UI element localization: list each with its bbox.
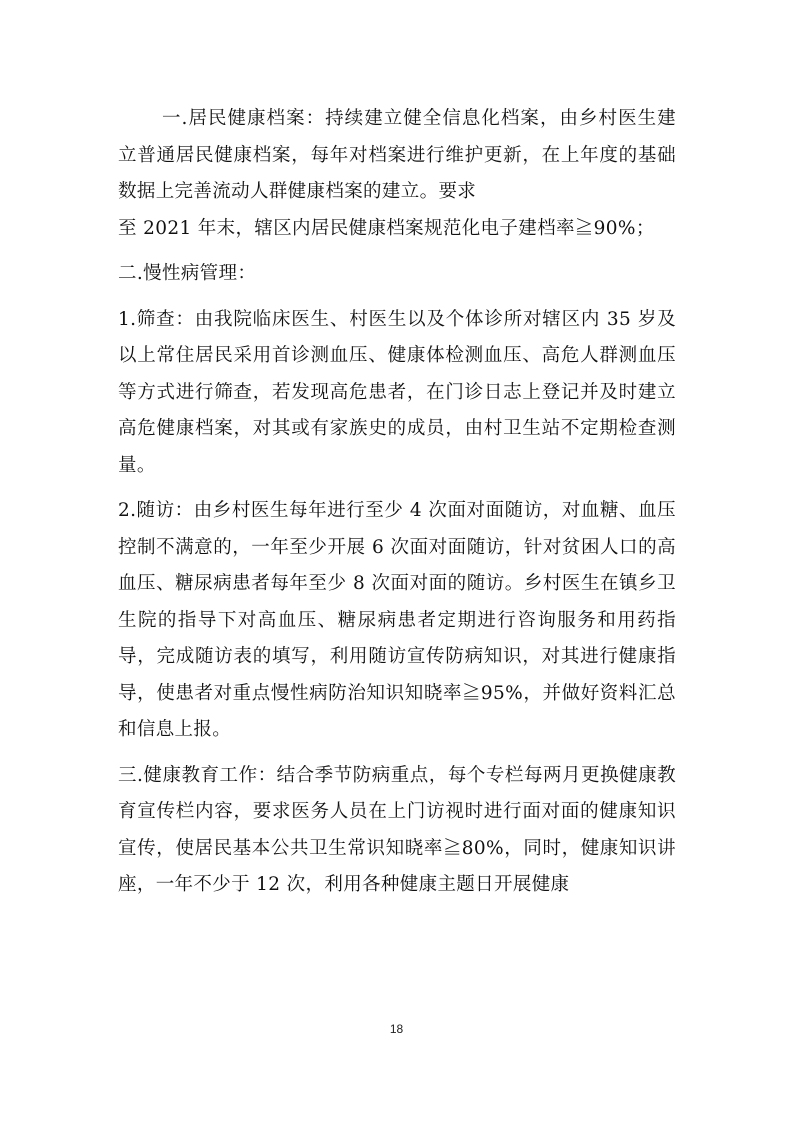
paragraph-health-records: 一.居民健康档案：持续建立健全信息化档案，由乡村医生建立普通居民健康档案，每年对档案进行维护更新，在上年度的基础数据上完善流动人群健康档案的建立。要求 xyxy=(118,108,676,202)
paragraph-health-records-target: 至 2021 年末，辖区内居民健康档案规范化电子建档率≧90%； xyxy=(118,217,655,239)
document-body xyxy=(118,101,676,904)
paragraph-screening: 1.筛查：由我院临床医生、村医生以及个体诊所对辖区内 35 岁及以上常住居民采用首诊测血压、健康体检测血压、高危人群测血压等方式进行筛查，若发现高危患者，在门诊日志上登记并及时建立高危健康档案，对其或有家族史的成员，由村卫生站不定期检查测量。 xyxy=(118,308,676,476)
paragraph-health-education: 三.健康教育工作：结合季节防病重点，每个专栏每两月更换健康教育宣传栏内容，要求医务人员在上门访视时进行面对面的健康知识宣传，使居民基本公共卫生常识知晓率≧80%，同时，健康知识讲座，一年不少于 12 次，利用各种健康主题日开展健康 xyxy=(118,764,676,895)
paragraph-follow-up: 2.随访：由乡村医生每年进行至少 4 次面对面随访，对血糖、血压控制不满意的，一年至少开展 6 次面对面随访，针对贫困人口的高血压、糖尿病患者每年至少 8 次面对面的随访。乡村医生在镇乡卫生院的指导下对高血压、糖尿病患者定期进行咨询服务和用药指导，完成随访表的填写，利用随访宣传防病知识，对其进行健康指导，使患者对重点慢性病防治知识知晓率≧95%，并做好资料汇总和信息上报。 xyxy=(118,500,676,740)
page-number: 18 xyxy=(389,1022,404,1036)
heading-chronic-disease: 二.慢性病管理： xyxy=(118,263,257,284)
